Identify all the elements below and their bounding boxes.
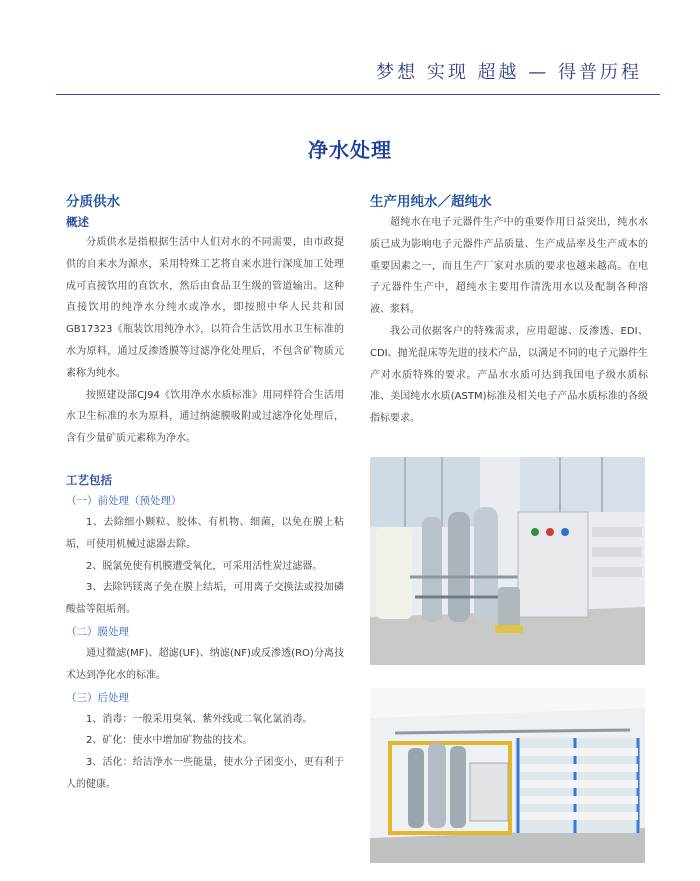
section-heading-pure-water: 生产用纯水／超纯水 [370, 194, 492, 210]
subsection-membrane: （二）膜处理 [66, 625, 129, 638]
header-title: 梦想 实现 超越 — 得普历程 [376, 62, 642, 83]
section-heading-zoned-supply: 分质供水 [66, 194, 120, 210]
pretreatment-item-2: 2、脱氯免使有机膜遭受氧化，可采用活性炭过滤器。 [86, 560, 323, 572]
overview-paragraph-2: 按照建设部CJ94《饮用净水水质标准》用同样符合生活用水卫生标准的水为原料，通过纳滤膜吸附或过滤净化处理后，含有少量矿质元素称为净水。 [66, 389, 344, 445]
subsection-pretreatment: （一）前处理（预处理） [66, 494, 182, 507]
left-column [66, 192, 344, 796]
posttreatment-item-2: 2、矿化：使水中增加矿物盐的技术。 [86, 735, 253, 747]
overview-label: 概述 [66, 215, 89, 229]
right-column [370, 192, 648, 430]
header-divider [56, 94, 660, 95]
membrane-item-1: 通过微滤(MF)、超滤(UF)、纳滤(NF)或反渗透(RO)分离技术达到净化水的标准。 [66, 647, 344, 681]
process-label: 工艺包括 [66, 472, 112, 487]
pure-water-paragraph-2: 我公司依据客户的特殊需求，应用超滤、反渗透、EDI、CDI、抛光混床等先进的技术产品，以满足不同的电子元器件生产对水质特殊的要求。产品水水质可达到我国电子级水质标准、美国纯水水质(ASTM)标准及相关电子产品水质标准的各级指标要求。 [370, 325, 648, 425]
overview-paragraph-1: 分质供水是指根据生活中人们对水的不同需要，由市政提供的自来水为源水，采用特殊工艺将自来水进行深度加工处理成可直接饮用的直饮水，然后由食品卫生级的管道输出。这种直接饮用的纯净水分纯水或净水，即按照中华人民共和国GB17323《瓶装饮用纯净水》，以符合生活饮用水卫生标准的水为原料，通过反渗透膜等过滤净化处理后，不包含矿物质元素称为纯水。 [66, 237, 344, 379]
pretreatment-item-3: 3、去除钙镁离子免在膜上结垢，可用离子交换法或投加磷酸盐等阻垢剂。 [66, 582, 344, 616]
equipment-photo-1 [370, 457, 645, 665]
page-title: 净水处理 [308, 138, 392, 162]
posttreatment-item-1: 1、消毒：一般采用臭氧、紫外线或二氧化氯消毒。 [86, 713, 313, 725]
posttreatment-item-3: 3、活化：给洁净水一些能量，使水分子团变小，更有利于人的健康。 [66, 757, 344, 790]
pure-water-paragraph-1: 超纯水在电子元器件生产中的重要作用日益突出，纯水水质已成为影响电子元器件产品质量、生产成品率及生产成本的重要因素之一，而且生产厂家对水质的要求也越来越高。在电子元器件生产中，超纯水主要用作清洗用水以及配制各种溶液、浆料。 [370, 217, 648, 316]
subsection-posttreatment: （三）后处理 [66, 691, 129, 704]
equipment-photo-2 [370, 688, 645, 863]
pretreatment-item-1: 1、去除细小颗粒、胶体、有机物、细菌，以免在膜上粘垢，可使用机械过滤器去除。 [66, 516, 344, 550]
